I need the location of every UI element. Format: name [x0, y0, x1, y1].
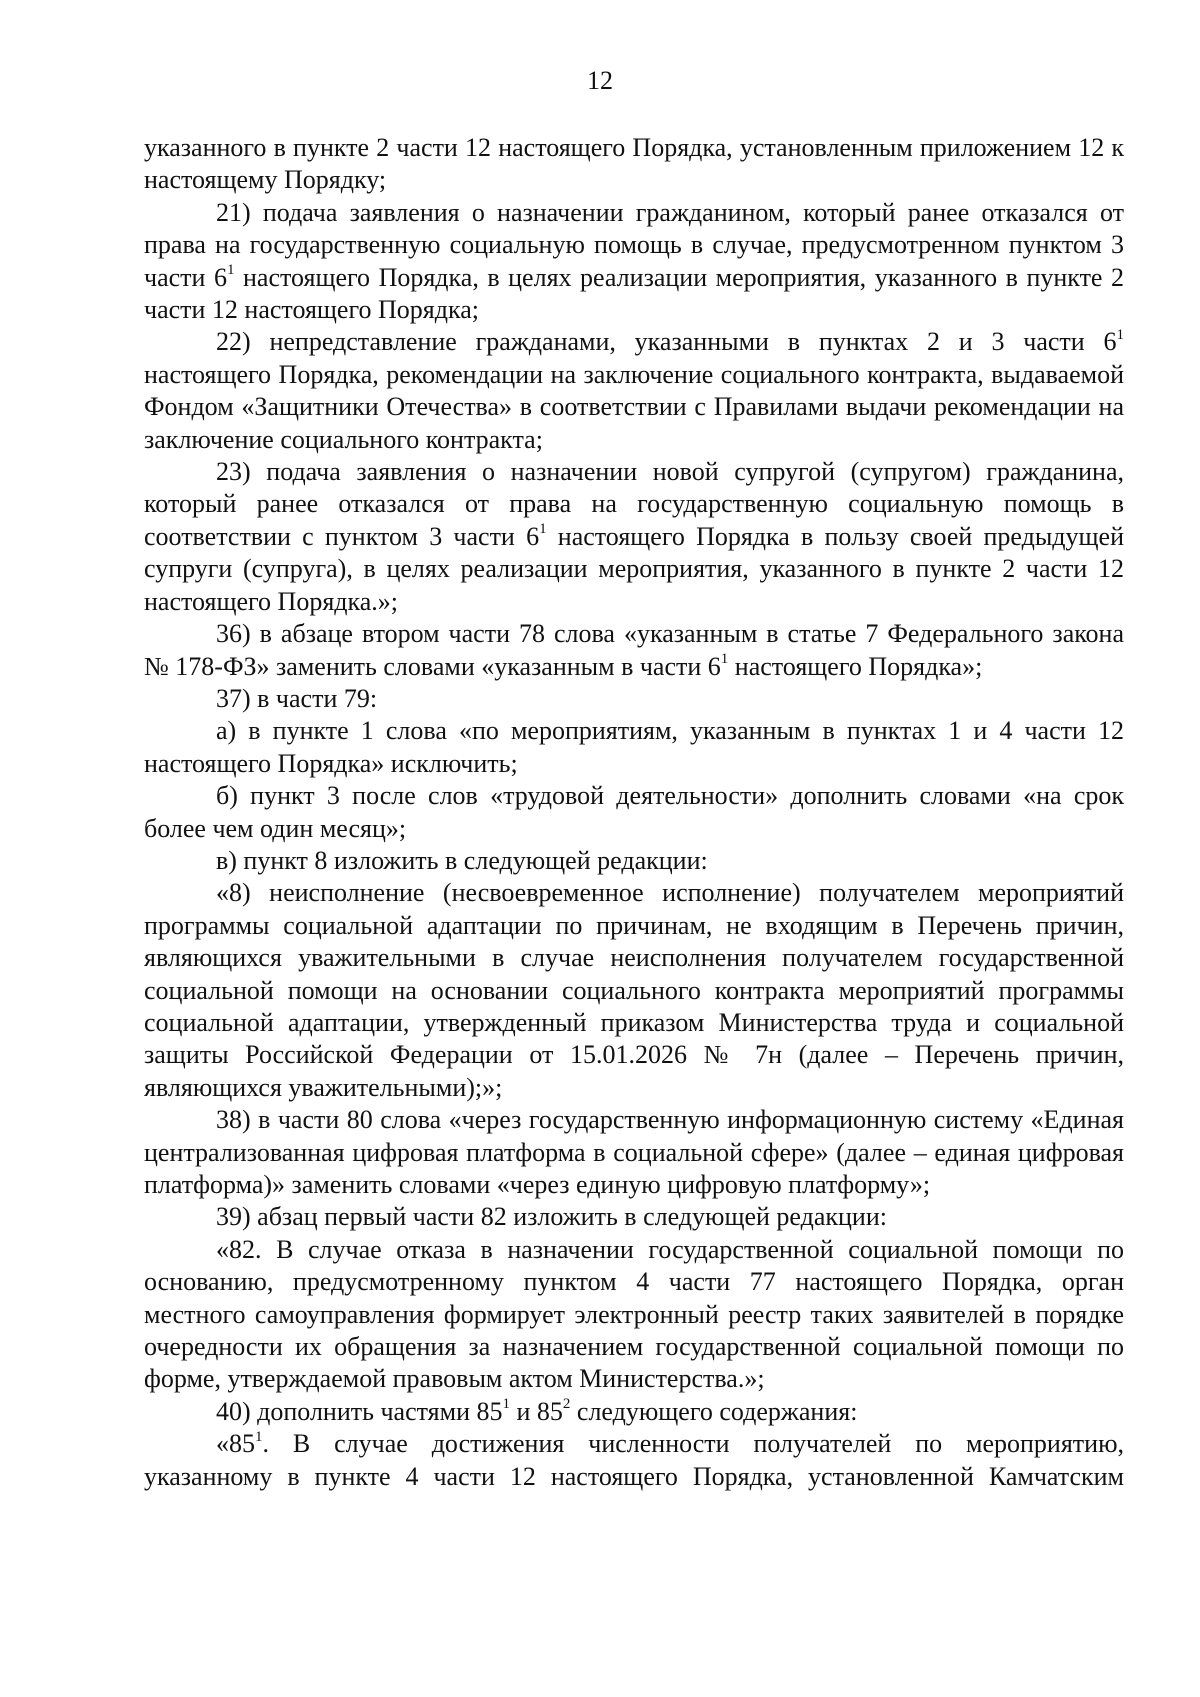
- superscript: 1: [720, 650, 729, 667]
- text-run: 23) подача заявления о назначении новой супругой (супругом) гражданина, который ранее отказался от права на государственную социальную помощь в соответствии с пунктом 3 части 6: [144, 457, 1124, 551]
- text-run: следующего содержания:: [570, 1396, 858, 1426]
- text-run: «82. В случае отказа в назначении государственной социальной помощи по основанию, предусмотренному пунктом 4 части 77 настоящего Порядка, орган местного самоуправления формирует электронный реестр таких заявителей в порядке очередности их обращения за назначением государственной социальной помощи по форме, утверждаемой правовым актом Министерства.»;: [144, 1234, 1124, 1394]
- text-run: 22) непредставление гражданами, указанными в пунктах 2 и 3 части 6: [216, 327, 1117, 357]
- paragraph: [144, 1234, 1124, 1396]
- text-run: 37) в части 79:: [216, 683, 378, 713]
- page-number: 12: [587, 66, 613, 95]
- text-run: настоящего Порядка в пользу своей предыдущей супруги (супруга), в целях реализации мероприятия, указанного в пункте 2 части 12 настоящего Порядка.»;: [144, 521, 1125, 616]
- text-run: указанного в пункте 2 части 12 настоящего Порядка, установленным приложением 12 к настоящему Порядку;: [144, 133, 1124, 195]
- superscript: 1: [1116, 326, 1124, 343]
- paragraph: [144, 1396, 1124, 1428]
- paragraph: [144, 683, 1124, 715]
- text-run: «8) неисполнение (несвоевременное исполнение) получателем мероприятий программы социальной адаптации по причинам, не входящим в Перечень причин, являющихся уважительными в случае неисполнения получателем государственной социальной помощи на основании социального контракта мероприятий программы социальной адаптации, утвержденный приказом Министерства труда и социальной защиты Российской Федерации от 15.01.2026 № 7н (далее – Перечень причин, являющихся уважительными);»;: [144, 878, 1124, 1102]
- paragraph: [144, 456, 1124, 618]
- paragraph: [144, 877, 1124, 1104]
- text-run: 38) в части 80 слова «через государственную информационную систему «Единая централизованная цифровая платформа в социальной сфере» (далее – единая цифровая платформа)» заменить словами «через единую цифровую платформу»;: [144, 1105, 1124, 1199]
- text-run: 36) в абзаце втором части 78 слова «указанным в статье 7 Федерального закона № 178-ФЗ» заменить словами «указанным в части 6: [144, 619, 1124, 681]
- paragraph: [144, 1104, 1124, 1201]
- paragraph: [144, 845, 1124, 877]
- paragraph: [144, 1428, 1124, 1493]
- text-run: «85: [216, 1429, 255, 1459]
- superscript: 1: [502, 1396, 510, 1413]
- paragraph: [144, 618, 1124, 683]
- superscript: 1: [255, 1428, 263, 1445]
- paragraph: [144, 132, 1124, 197]
- text-run: 39) абзац первый части 82 изложить в следующей редакции:: [216, 1202, 887, 1232]
- document-body: [144, 132, 1124, 1493]
- superscript: 1: [226, 261, 235, 278]
- paragraph: [144, 326, 1124, 456]
- text-run: настоящего Порядка»;: [728, 651, 983, 681]
- paragraph: [144, 715, 1124, 780]
- text-run: настоящего Порядка, рекомендации на заключение социального контракта, выдаваемой Фондом «Защитники Отечества» в соответствии с Правилами выдачи рекомендации на заключение социального контракта;: [144, 359, 1124, 454]
- paragraph: [144, 780, 1124, 845]
- text-run: и 85: [509, 1396, 563, 1426]
- text-run: . В случае достижения численности получателей по мероприятию, указанному в пункте 4 части 12 настоящего Порядка, установленной Камчатским: [144, 1429, 1124, 1491]
- text-run: настоящего Порядка, в целях реализации мероприятия, указанного в пункте 2 части 12 настоящего Порядка;: [144, 262, 1124, 325]
- superscript: 2: [562, 1396, 571, 1413]
- text-run: а) в пункте 1 слова «по мероприятиям, указанным в пунктах 1 и 4 части 12 настоящего Порядка» исключить;: [144, 716, 1124, 778]
- text-run: 40) дополнить частями 85: [216, 1396, 503, 1426]
- superscript: 1: [539, 521, 547, 538]
- paragraph: [144, 1201, 1124, 1233]
- text-run: б) пункт 3 после слов «трудовой деятельности» дополнить словами «на срок более чем один месяц»;: [144, 781, 1124, 843]
- text-run: 21) подача заявления о назначении гражданином, который ранее отказался от права на государственную социальную помощь в случае, предусмотренном пунктом 3 части 6: [144, 197, 1124, 292]
- text-run: в) пункт 8 изложить в следующей редакции:: [216, 845, 708, 875]
- paragraph: [144, 197, 1124, 327]
